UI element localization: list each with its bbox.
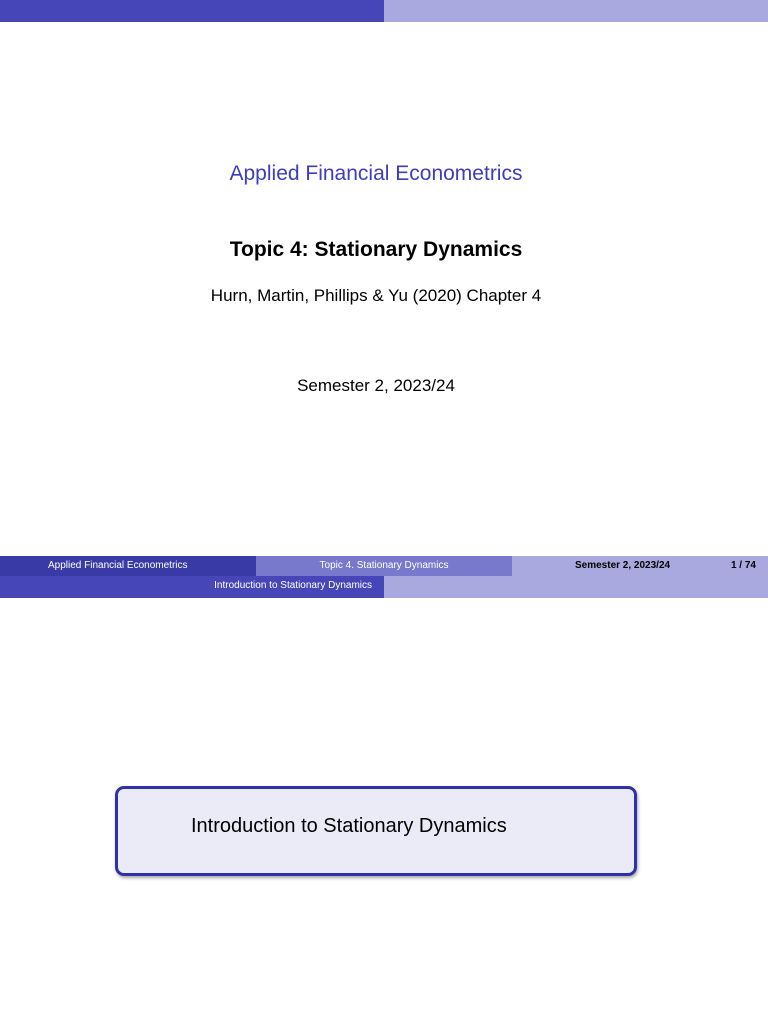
section-title: Introduction to Stationary Dynamics xyxy=(191,815,507,837)
footer-semester xyxy=(512,556,768,576)
header-bar-left xyxy=(0,0,384,22)
footer-course xyxy=(0,556,256,576)
section-nav-label: Introduction to Stationary Dynamics xyxy=(214,580,372,591)
section-nav-bar-right xyxy=(384,576,768,598)
topic-title: Topic 4: Stationary Dynamics xyxy=(229,238,523,261)
footer-semester-label: Semester 2, 2023/24 xyxy=(575,560,671,571)
footer-topic: Topic 4. Stationary Dynamics xyxy=(256,556,512,576)
section-nav-current[interactable] xyxy=(0,576,384,596)
page-number: 1 / 74 xyxy=(730,560,756,571)
semester-line: Semester 2, 2023/24 xyxy=(297,376,455,395)
header-bar-right xyxy=(384,0,768,22)
footer-course-label: Applied Financial Econometrics xyxy=(48,560,188,571)
course-title: Applied Financial Econometrics xyxy=(229,162,523,185)
section-title-box xyxy=(115,786,637,876)
reference-line: Hurn, Martin, Phillips & Yu (2020) Chapter 4 xyxy=(210,286,542,305)
slide-footer xyxy=(0,556,768,576)
